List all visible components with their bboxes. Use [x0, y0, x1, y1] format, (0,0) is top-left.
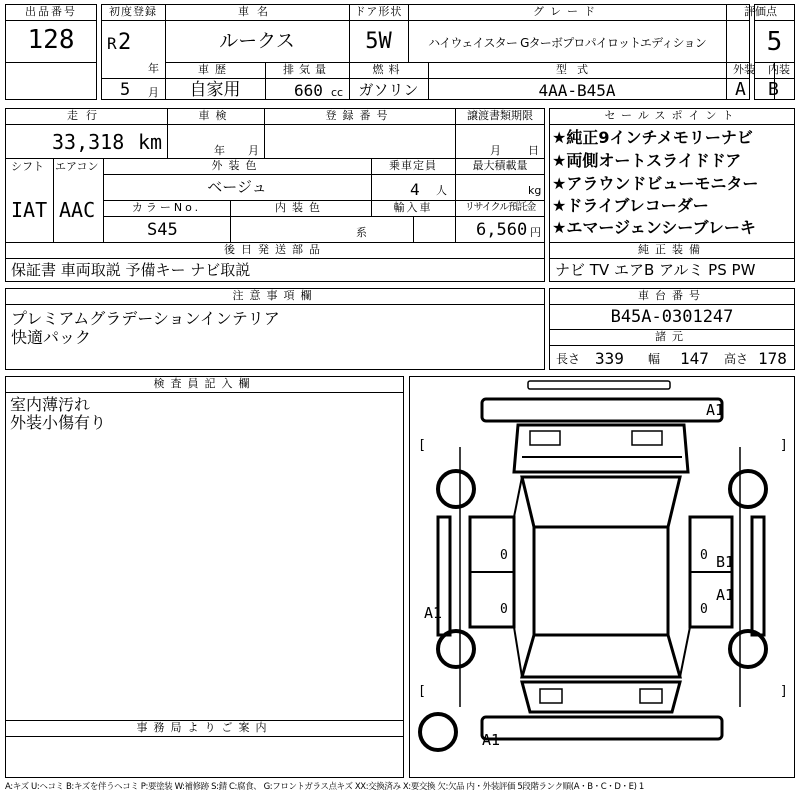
- width-label: 幅: [648, 352, 661, 366]
- damage-mark: A1: [424, 604, 443, 622]
- model-code: 4AA-B45A: [538, 81, 616, 100]
- damage-mark: A1: [716, 586, 735, 604]
- inspection-label: 車検: [198, 109, 233, 122]
- history-label: 車歴: [198, 63, 232, 76]
- notes-label: 注意事項欄: [232, 289, 318, 302]
- door-label: ドア形状: [354, 5, 403, 18]
- note-line: プレミアムグラデーションインテリア: [11, 309, 280, 328]
- reg-year: 2: [118, 30, 132, 55]
- mileage-label: 走行: [67, 109, 105, 122]
- aircon: AAC: [59, 198, 96, 222]
- int-grade: B: [768, 79, 779, 100]
- shift: IAT: [11, 198, 48, 222]
- shift-label: シフト: [11, 160, 44, 173]
- doc-day-unit: 日: [528, 144, 539, 157]
- car-diagram-svg: [410, 377, 794, 777]
- month-unit: 月: [148, 86, 159, 99]
- damage-mark: A1: [706, 401, 725, 419]
- inspector-box: [5, 376, 404, 778]
- displacement: 660: [294, 81, 323, 100]
- ext-label: 外装: [733, 63, 755, 76]
- length-label: 長さ: [556, 352, 581, 366]
- door-type: 5W: [365, 29, 392, 54]
- selling-point: ★ドライブレコーダー: [552, 196, 709, 215]
- int-color-unit: 系: [356, 226, 367, 239]
- doc-month-unit: 月: [490, 144, 501, 157]
- doc-label: 譲渡書類期限: [467, 109, 533, 122]
- height: 178: [758, 349, 787, 368]
- era: R: [107, 34, 117, 53]
- int-color-label: 内装色: [275, 201, 326, 214]
- width: 147: [680, 349, 709, 368]
- equipment-label: 純正装備: [638, 243, 706, 256]
- height-label: 高さ: [724, 352, 749, 366]
- score-label: 評価点: [744, 5, 777, 18]
- inspector-label: 検査員記入欄: [153, 377, 256, 390]
- name-label: 車名: [238, 5, 276, 18]
- reg-label: 初度登録: [109, 5, 157, 18]
- color-no: S45: [147, 220, 178, 240]
- car-name: ルークス: [219, 30, 295, 52]
- grade: ハイウェイスター Gターボプロパイロットエディション: [428, 36, 706, 50]
- insp-month-unit: 月: [248, 144, 259, 157]
- chassis-label: 車台番号: [638, 289, 706, 302]
- year-unit: 年: [148, 62, 159, 75]
- load-unit: kg: [528, 184, 542, 197]
- recycle-label: リサイクル預託金: [464, 202, 536, 213]
- model-label: 型式: [556, 63, 598, 76]
- mileage-unit: km: [138, 130, 163, 154]
- recycle-unit: 円: [530, 226, 541, 239]
- damage-diagram: [409, 376, 795, 778]
- cc-label: 排気量: [283, 63, 331, 76]
- ac-label: エアコン: [55, 160, 99, 173]
- selling-label: セールスポイント: [604, 109, 740, 122]
- chassis-number: B45A-0301247: [610, 307, 734, 327]
- capacity-label: 乗車定員: [389, 159, 437, 172]
- selling-point: ★純正9インチメモリーナビ: [552, 128, 753, 147]
- damage-mark: A1: [482, 731, 501, 749]
- legend: A:キズ U:ヘコミ B:キズを伴うヘコミ P:要塗装 W:補修跡 S:錆 C:腐食、 G:フロントガラス点キズ XX:交換済み X:要交換 欠:欠品 内・外装評価 5段階ランク順(A・B・C・D・E) 1: [5, 782, 644, 792]
- lot-label: 出品番号: [25, 5, 77, 18]
- svg-text:[: [: [418, 438, 426, 453]
- grade-label: グレード: [533, 5, 601, 18]
- selling-point: ★両側オートスライドドア: [552, 151, 742, 170]
- parts: 保証書 車両取説 予備キー ナビ取説: [11, 261, 251, 279]
- svg-text:[: [: [418, 684, 426, 699]
- ext-grade: A: [735, 79, 746, 100]
- inspector-line: 外装小傷有り: [10, 413, 107, 432]
- svg-text:0: 0: [700, 548, 708, 563]
- recycle-fee: 6,560: [476, 220, 528, 240]
- inspector-line: 室内薄汚れ: [10, 395, 91, 414]
- selling-point: ★アラウンドビューモニター: [552, 174, 759, 193]
- cc-unit: cc: [331, 86, 344, 99]
- fuel: ガソリン: [358, 81, 419, 99]
- office-label: 事務局よりご案内: [136, 721, 273, 734]
- score: 5: [766, 27, 783, 57]
- capacity-unit: 人: [436, 184, 447, 197]
- mileage: 33,318: [52, 130, 125, 154]
- body-color: ベージュ: [207, 178, 267, 196]
- svg-text:]: ]: [780, 684, 788, 699]
- import-label: 輸入車: [393, 201, 433, 214]
- svg-text:0: 0: [500, 548, 508, 563]
- plate-label: 登録番号: [325, 109, 394, 122]
- svg-text:]: ]: [780, 438, 788, 453]
- note-line: 快適パック: [11, 328, 92, 347]
- insp-year-unit: 年: [214, 144, 225, 157]
- history: 自家用: [189, 80, 241, 100]
- int-label: 内装: [768, 63, 790, 76]
- length: 339: [595, 349, 624, 368]
- selling-point: ★エマージェンシーブレーキ: [552, 218, 756, 237]
- color-no-label: カラーNo.: [131, 201, 202, 214]
- reg-month: 5: [120, 80, 131, 100]
- parts-label: 後日発送部品: [224, 243, 326, 256]
- svg-text:0: 0: [500, 602, 508, 617]
- capacity: 4: [410, 180, 420, 199]
- fuel-label: 燃料: [372, 63, 405, 76]
- dims-label: 諸元: [655, 330, 689, 343]
- load-label: 最大積載量: [472, 159, 528, 172]
- equipment: ナビ TV エアB アルミ PS PW: [555, 261, 756, 279]
- lot-number: 128: [27, 25, 75, 55]
- damage-mark: B1: [716, 553, 735, 571]
- svg-text:0: 0: [700, 602, 708, 617]
- color-label: 外装色: [211, 159, 263, 172]
